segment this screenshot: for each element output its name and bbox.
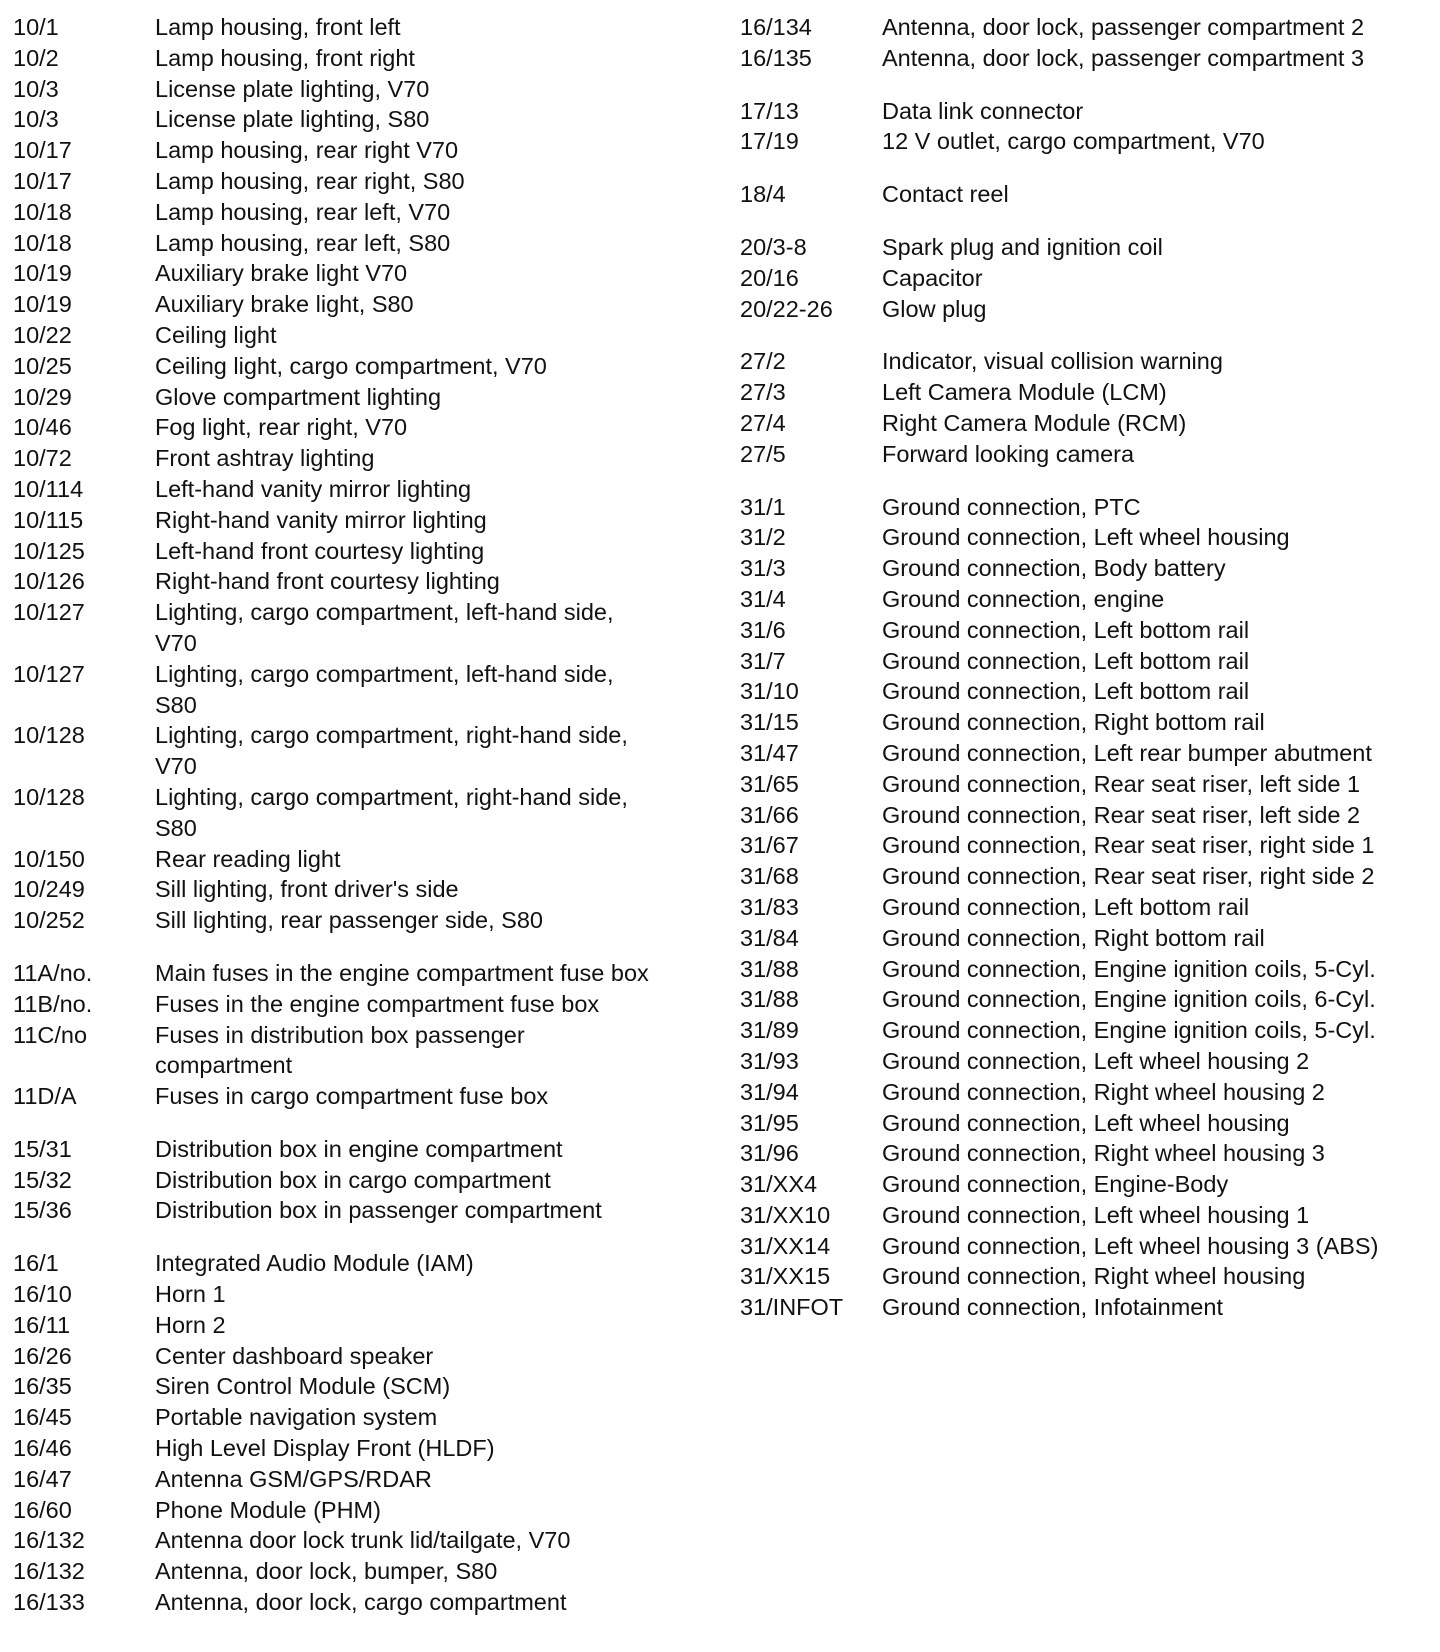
component-entry	[740, 522, 1400, 553]
component-entry	[13, 1402, 663, 1433]
component-description: Horn 2	[155, 1311, 226, 1338]
component-entry	[13, 74, 663, 105]
component-code: 15/36	[13, 1197, 72, 1224]
component-description: Antenna, door lock, passenger compartment 2	[882, 14, 1365, 40]
component-code: 10/128	[13, 783, 85, 810]
component-code: 10/115	[13, 506, 84, 533]
component-description: Ground connection, Body battery	[882, 555, 1226, 582]
component-description: Ground connection, Right bottom rail	[882, 924, 1265, 951]
component-entry	[740, 1138, 1400, 1169]
component-description: Glove compartment lighting	[155, 383, 442, 410]
component-code: 16/10	[13, 1281, 72, 1308]
component-code: 16/35	[13, 1373, 72, 1400]
component-code: 31/84	[740, 924, 799, 951]
component-description: Fuses in distribution box passenger compartment	[155, 1021, 525, 1079]
component-entry	[740, 646, 1400, 677]
component-description: Sill lighting, front driver's side	[155, 876, 459, 903]
component-entry	[13, 135, 663, 166]
component-description: Ground connection, Right bottom rail	[882, 709, 1265, 736]
component-code: 16/132	[13, 1558, 85, 1585]
component-description: Antenna, door lock, bumper, S80	[155, 1558, 498, 1585]
component-entry	[740, 615, 1400, 646]
component-description: Lighting, cargo compartment, left-hand side, S80	[155, 660, 614, 718]
component-description: Ground connection, Left bottom rail	[882, 893, 1250, 920]
component-description: Ground connection, Rear seat riser, right side 1	[882, 832, 1375, 859]
component-description: Fuses in the engine compartment fuse box	[155, 990, 600, 1017]
component-entry	[13, 443, 663, 474]
component-entry	[740, 126, 1400, 157]
component-code: 31/15	[740, 709, 799, 736]
component-entry	[13, 166, 663, 197]
component-description: Sill lighting, rear passenger side, S80	[155, 907, 543, 934]
component-entry	[740, 408, 1400, 439]
component-entry	[740, 1077, 1400, 1108]
component-entry	[13, 1165, 663, 1196]
component-entry	[13, 351, 663, 382]
component-group	[13, 958, 663, 1112]
component-description: Center dashboard speaker	[155, 1342, 434, 1369]
component-entry	[740, 1169, 1400, 1200]
component-description: Lamp housing, rear left, V70	[155, 198, 451, 225]
component-code: 20/3-8	[740, 233, 807, 260]
component-code: 20/22-26	[740, 295, 833, 322]
component-description: Contact reel	[882, 181, 1009, 208]
component-description: Indicator, visual collision warning	[882, 348, 1223, 375]
component-description: Rear reading light	[155, 845, 341, 872]
component-description: Ground connection, Left wheel housing 3 (ABS)	[882, 1232, 1379, 1259]
component-code: 10/18	[13, 229, 72, 256]
component-description: Ground connection, Engine-Body	[882, 1171, 1229, 1198]
component-entry	[740, 1046, 1400, 1077]
component-code: 31/94	[740, 1078, 799, 1105]
component-entry	[740, 553, 1400, 584]
component-description: Ground connection, Right wheel housing 3	[882, 1140, 1325, 1167]
component-description: Lamp housing, front left	[155, 14, 401, 40]
component-description: Ground connection, Left bottom rail	[882, 678, 1250, 705]
component-description: Lamp housing, rear right V70	[155, 137, 459, 164]
component-code: 20/16	[740, 264, 799, 291]
component-entry	[13, 566, 663, 597]
component-description: Ground connection, Engine ignition coils, 5-Cyl.	[882, 1017, 1376, 1044]
component-description: Ground connection, Right wheel housing	[882, 1263, 1306, 1290]
component-description: Lighting, cargo compartment, left-hand side, V70	[155, 599, 614, 656]
component-description: Data link connector	[882, 97, 1084, 124]
component-description: Front ashtray lighting	[155, 445, 375, 472]
component-code: 27/2	[740, 348, 786, 375]
component-code: 10/46	[13, 414, 72, 441]
component-entry	[740, 769, 1400, 800]
component-entry	[13, 474, 663, 505]
component-code: 10/249	[13, 876, 85, 903]
component-description: Ceiling light	[155, 321, 277, 348]
component-code: 10/3	[13, 75, 59, 102]
component-code: 10/25	[13, 352, 72, 379]
component-code: 16/60	[13, 1496, 72, 1523]
component-code: 31/4	[740, 585, 786, 612]
component-description: Ground connection, Engine ignition coils, 5-Cyl.	[882, 955, 1376, 982]
component-description: Ground connection, Left rear bumper abutment	[882, 739, 1372, 766]
component-entry	[740, 96, 1400, 127]
component-entry	[740, 12, 1400, 43]
component-description: Distribution box in engine compartment	[155, 1135, 563, 1162]
component-description: Lamp housing, rear left, S80	[155, 229, 451, 256]
component-description: Main fuses in the engine compartment fuse box	[155, 959, 649, 986]
component-entry	[13, 1341, 663, 1372]
component-entry	[13, 1495, 663, 1526]
component-entry	[13, 412, 663, 443]
component-code: 31/INFOT	[740, 1294, 844, 1321]
component-entry	[13, 197, 663, 228]
component-code: 31/68	[740, 863, 799, 890]
component-entry	[740, 1108, 1400, 1139]
component-code: 11B/no.	[13, 990, 93, 1017]
component-entry	[13, 1195, 663, 1226]
component-code: 11A/no.	[13, 959, 93, 986]
component-code: 31/XX15	[740, 1263, 831, 1290]
component-entry	[740, 346, 1400, 377]
component-entry	[740, 861, 1400, 892]
component-code: 31/96	[740, 1140, 799, 1167]
component-group	[13, 1248, 663, 1618]
component-description: Left-hand vanity mirror lighting	[155, 475, 472, 502]
component-code: 31/2	[740, 524, 786, 551]
component-code: 17/19	[740, 128, 799, 155]
component-code: 10/29	[13, 383, 72, 410]
component-entry	[13, 958, 663, 989]
component-group	[740, 12, 1400, 74]
component-entry	[13, 505, 663, 536]
component-code: 16/26	[13, 1342, 72, 1369]
component-code: 10/127	[13, 599, 85, 626]
component-entry	[13, 874, 663, 905]
component-entry	[740, 294, 1400, 325]
component-code: 10/114	[13, 475, 84, 502]
component-code: 16/11	[13, 1311, 71, 1338]
component-code: 10/19	[13, 291, 72, 318]
component-description: Lamp housing, rear right, S80	[155, 167, 465, 194]
component-description: Ground connection, PTC	[882, 493, 1141, 520]
component-description: Fog light, rear right, V70	[155, 414, 408, 441]
component-entry	[740, 43, 1400, 74]
component-description: Right Camera Module (RCM)	[882, 409, 1187, 436]
component-code: 10/125	[13, 537, 85, 564]
component-code: 15/32	[13, 1166, 72, 1193]
component-entry	[740, 1015, 1400, 1046]
component-code: 16/45	[13, 1404, 72, 1431]
component-entry	[13, 597, 663, 659]
component-description: Lamp housing, front right	[155, 44, 415, 71]
component-code: 10/17	[13, 137, 72, 164]
component-code: 31/3	[740, 555, 786, 582]
component-code: 16/132	[13, 1527, 85, 1554]
component-code: 17/13	[740, 97, 799, 124]
component-entry	[740, 984, 1400, 1015]
component-code: 16/46	[13, 1435, 72, 1462]
component-code: 10/126	[13, 568, 85, 595]
component-code: 31/95	[740, 1109, 799, 1136]
component-entry	[13, 782, 663, 844]
component-description: Ground connection, Left bottom rail	[882, 647, 1250, 674]
component-code: 10/18	[13, 198, 72, 225]
component-entry	[13, 1464, 663, 1495]
component-entry	[13, 12, 663, 43]
component-description: Ground connection, Infotainment	[882, 1294, 1223, 1321]
component-entry	[13, 104, 663, 135]
component-description: Ground connection, Left wheel housing 1	[882, 1201, 1310, 1228]
component-description: License plate lighting, V70	[155, 75, 430, 102]
component-description: Glow plug	[882, 295, 987, 322]
component-entry	[13, 1081, 663, 1112]
component-description: 12 V outlet, cargo compartment, V70	[882, 128, 1265, 155]
component-entry	[740, 738, 1400, 769]
component-entry	[13, 258, 663, 289]
component-description: Lighting, cargo compartment, right-hand side, S80	[155, 783, 628, 841]
component-description: Fuses in cargo compartment fuse box	[155, 1083, 549, 1110]
component-description: Ground connection, engine	[882, 585, 1165, 612]
component-description: Ground connection, Left wheel housing	[882, 1109, 1290, 1136]
component-description: Portable navigation system	[155, 1404, 438, 1431]
component-entry	[13, 1310, 663, 1341]
component-entry	[740, 954, 1400, 985]
component-entry	[13, 320, 663, 351]
component-code: 31/XX10	[740, 1201, 831, 1228]
component-group	[740, 492, 1400, 1324]
component-entry	[13, 289, 663, 320]
component-description: Antenna, door lock, passenger compartment 3	[882, 44, 1365, 71]
component-code: 31/89	[740, 1017, 799, 1044]
component-description: High Level Display Front (HLDF)	[155, 1435, 495, 1462]
component-code: 27/5	[740, 440, 786, 467]
component-code: 31/93	[740, 1047, 799, 1074]
left-column	[13, 12, 663, 1640]
component-code: 10/72	[13, 445, 72, 472]
component-code: 31/7	[740, 647, 786, 674]
component-description: Ground connection, Left wheel housing	[882, 524, 1290, 551]
component-code: 10/17	[13, 167, 72, 194]
component-entry	[13, 1134, 663, 1165]
component-entry	[13, 659, 663, 721]
component-code: 31/65	[740, 770, 799, 797]
component-description: Auxiliary brake light, S80	[155, 291, 414, 318]
component-entry	[13, 1371, 663, 1402]
component-code: 10/2	[13, 44, 59, 71]
component-code: 31/XX4	[740, 1171, 818, 1198]
component-description: Lighting, cargo compartment, right-hand side, V70	[155, 722, 628, 780]
component-entry	[740, 923, 1400, 954]
component-entry	[740, 439, 1400, 470]
component-group	[740, 346, 1400, 469]
component-entry	[13, 905, 663, 936]
component-code: 11D/A	[13, 1083, 77, 1110]
component-code: 16/1	[13, 1250, 59, 1277]
component-entry	[13, 844, 663, 875]
component-entry	[13, 536, 663, 567]
component-description: Right-hand vanity mirror lighting	[155, 506, 487, 533]
component-entry	[740, 232, 1400, 263]
component-code: 31/88	[740, 955, 799, 982]
component-description: Ground connection, Left bottom rail	[882, 616, 1250, 643]
component-code: 10/3	[13, 106, 59, 133]
component-entry	[740, 1261, 1400, 1292]
component-code: 16/47	[13, 1465, 72, 1492]
component-entry	[740, 1292, 1400, 1323]
component-code: 31/47	[740, 739, 799, 766]
component-code: 31/6	[740, 616, 786, 643]
component-code: 16/135	[740, 44, 812, 71]
component-description: Antenna, door lock, cargo compartment	[155, 1589, 567, 1616]
component-entry	[13, 989, 663, 1020]
component-description: Integrated Audio Module (IAM)	[155, 1250, 474, 1277]
component-code: 10/150	[13, 845, 85, 872]
component-entry	[740, 800, 1400, 831]
component-description: Left-hand front courtesy lighting	[155, 537, 485, 564]
component-description: Ground connection, Rear seat riser, right side 2	[882, 863, 1375, 890]
component-code: 31/88	[740, 986, 799, 1013]
component-entry	[13, 720, 663, 782]
component-description: Auxiliary brake light V70	[155, 260, 408, 287]
component-group	[740, 232, 1400, 324]
component-group	[740, 96, 1400, 158]
component-code: 31/XX14	[740, 1232, 831, 1259]
component-entry	[740, 676, 1400, 707]
component-group	[740, 179, 1400, 210]
component-description: Antenna door lock trunk lid/tailgate, V70	[155, 1527, 571, 1554]
component-entry	[13, 1556, 663, 1587]
component-code: 10/1	[13, 14, 59, 40]
component-description: Ground connection, Engine ignition coils, 6-Cyl.	[882, 986, 1376, 1013]
component-code: 31/83	[740, 893, 799, 920]
component-description: Ground connection, Left wheel housing 2	[882, 1047, 1310, 1074]
component-code: 27/3	[740, 379, 786, 406]
component-code: 10/252	[13, 907, 85, 934]
component-entry	[740, 830, 1400, 861]
component-entry	[740, 179, 1400, 210]
component-entry	[740, 263, 1400, 294]
component-entry	[740, 584, 1400, 615]
component-description: Ceiling light, cargo compartment, V70	[155, 352, 547, 379]
component-entry	[740, 707, 1400, 738]
component-code: 31/66	[740, 801, 799, 828]
component-entry	[13, 1248, 663, 1279]
component-code: 18/4	[740, 181, 786, 208]
right-column	[740, 12, 1400, 1345]
component-group	[13, 12, 663, 936]
component-code: 10/19	[13, 260, 72, 287]
component-code: 15/31	[13, 1135, 72, 1162]
component-code: 16/134	[740, 14, 812, 40]
component-description: Distribution box in cargo compartment	[155, 1166, 551, 1193]
component-description: Ground connection, Rear seat riser, left side 1	[882, 770, 1361, 797]
component-description: Ground connection, Right wheel housing 2	[882, 1078, 1325, 1105]
component-description: Spark plug and ignition coil	[882, 233, 1163, 260]
component-description: License plate lighting, S80	[155, 106, 430, 133]
component-entry	[13, 43, 663, 74]
component-description: Ground connection, Rear seat riser, left side 2	[882, 801, 1361, 828]
component-code: 31/67	[740, 832, 799, 859]
component-entry	[13, 1587, 663, 1618]
component-description: Capacitor	[882, 264, 983, 291]
component-description: Phone Module (PHM)	[155, 1496, 381, 1523]
component-code: 27/4	[740, 409, 786, 436]
component-entry	[13, 1433, 663, 1464]
component-group	[13, 1134, 663, 1226]
component-code: 10/22	[13, 321, 72, 348]
component-entry	[13, 1279, 663, 1310]
component-entry	[740, 492, 1400, 523]
component-code: 16/133	[13, 1589, 85, 1616]
component-description: Siren Control Module (SCM)	[155, 1373, 451, 1400]
component-entry	[740, 892, 1400, 923]
component-code: 31/10	[740, 678, 799, 705]
component-entry	[740, 1200, 1400, 1231]
component-code: 10/128	[13, 722, 85, 749]
component-entry	[13, 1525, 663, 1556]
component-description: Horn 1	[155, 1281, 226, 1308]
component-entry	[13, 1020, 663, 1082]
component-entry	[740, 1231, 1400, 1262]
component-code: 10/127	[13, 660, 85, 687]
component-description: Left Camera Module (LCM)	[882, 379, 1167, 406]
component-description: Forward looking camera	[882, 440, 1135, 467]
component-description: Antenna GSM/GPS/RDAR	[155, 1465, 432, 1492]
component-entry	[13, 382, 663, 413]
component-code: 31/1	[740, 493, 786, 520]
component-entry	[740, 377, 1400, 408]
component-code: 11C/no	[13, 1021, 88, 1048]
component-description: Distribution box in passenger compartment	[155, 1197, 602, 1224]
component-description: Right-hand front courtesy lighting	[155, 568, 500, 595]
component-entry	[13, 228, 663, 259]
